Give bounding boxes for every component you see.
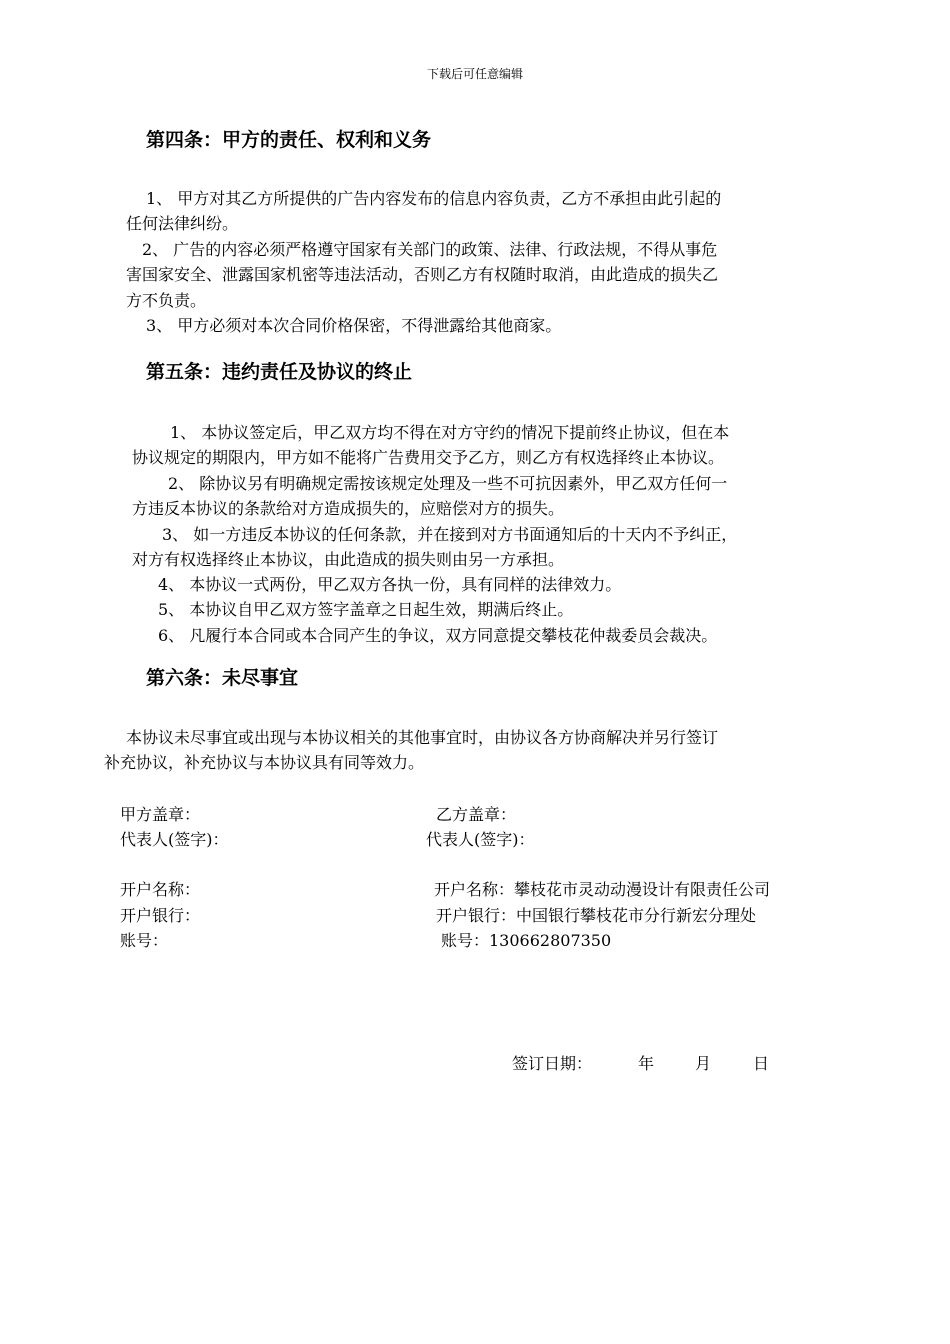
party-b-account-number: 账号：130662807350 [441, 931, 612, 950]
article6-heading: 第六条：未尽事宜 [146, 667, 299, 689]
party-b-representative: 代表人(签字)： [426, 830, 535, 849]
party-b-account-name: 开户名称：攀枝花市灵动动漫设计有限责任公司 [434, 880, 771, 899]
article5-item-1-line-2: 协议规定的期限内，甲方如不能将广告费用交予乙方，则乙方有权选择终止本协议。 [132, 448, 725, 467]
article4-item-2-line-1: 2、 广告的内容必须严格遵守国家有关部门的政策、法律、行政法规，不得从事危 [142, 240, 718, 259]
party-b-bank: 开户银行：中国银行攀枝花市分行新宏分理处 [436, 906, 757, 925]
article6-line-1: 本协议未尽事宜或出现与本协议相关的其他事宜时，由协议各方协商解决并另行签订 [126, 728, 719, 747]
article5-item-1-line-1: 1、 本协议签定后，甲乙双方均不得在对方守约的情况下提前终止协议，但在本 [170, 423, 730, 442]
article4-item-1-line-1: 1、 甲方对其乙方所提供的广告内容发布的信息内容负责，乙方不承担由此引起的 [146, 189, 722, 208]
party-a-representative: 代表人(签字)： [120, 830, 229, 849]
party-a-seal: 甲方盖章： [120, 805, 201, 824]
party-a-account-name: 开户名称： [120, 880, 201, 899]
article5-item-2-line-2: 方违反本协议的条款给对方造成损失的，应赔偿对方的损失。 [132, 499, 565, 518]
sign-date-day: 日 [753, 1054, 770, 1073]
article4-item-2-line-2: 害国家安全、泄露国家机密等违法活动，否则乙方有权随时取消，由此造成的损失乙 [126, 265, 719, 284]
article5-item-5: 5、 本协议自甲乙双方签字盖章之日起生效，期满后终止。 [158, 600, 574, 619]
article4-heading: 第四条：甲方的责任、权利和义务 [146, 129, 432, 151]
article5-item-2-line-1: 2、 除协议另有明确规定需按该规定处理及一些不可抗因素外，甲乙双方任何一 [168, 474, 728, 493]
party-a-bank: 开户银行： [120, 906, 201, 925]
article5-heading: 第五条：违约责任及协议的终止 [146, 361, 413, 383]
article4-item-3-line-1: 3、 甲方必须对本次合同价格保密，不得泄露给其他商家。 [146, 316, 562, 335]
article5-item-3-line-2: 对方有权选择终止本协议，由此造成的损失则由另一方承担。 [132, 550, 565, 569]
article6-line-2: 补充协议，补充协议与本协议具有同等效力。 [104, 753, 425, 772]
sign-date-year: 年 [638, 1054, 655, 1073]
article4-item-1-line-2: 任何法律纠纷。 [126, 214, 239, 233]
article5-item-4: 4、 本协议一式两份，甲乙双方各执一份，具有同样的法律效力。 [158, 575, 622, 594]
party-b-seal: 乙方盖章： [436, 805, 517, 824]
sign-date-month: 月 [695, 1054, 712, 1073]
article5-item-3-line-1: 3、 如一方违反本协议的任何条款，并在接到对方书面通知后的十天内不予纠正， [162, 525, 738, 544]
sign-date-label: 签订日期： [512, 1054, 593, 1073]
article5-item-6: 6、 凡履行本合同或本合同产生的争议，双方同意提交攀枝花仲裁委员会裁决。 [158, 626, 718, 645]
page-header-note: 下载后可任意编辑 [426, 67, 523, 81]
article4-item-2-line-3: 方不负责。 [126, 291, 207, 310]
party-a-account-number: 账号： [120, 931, 169, 950]
